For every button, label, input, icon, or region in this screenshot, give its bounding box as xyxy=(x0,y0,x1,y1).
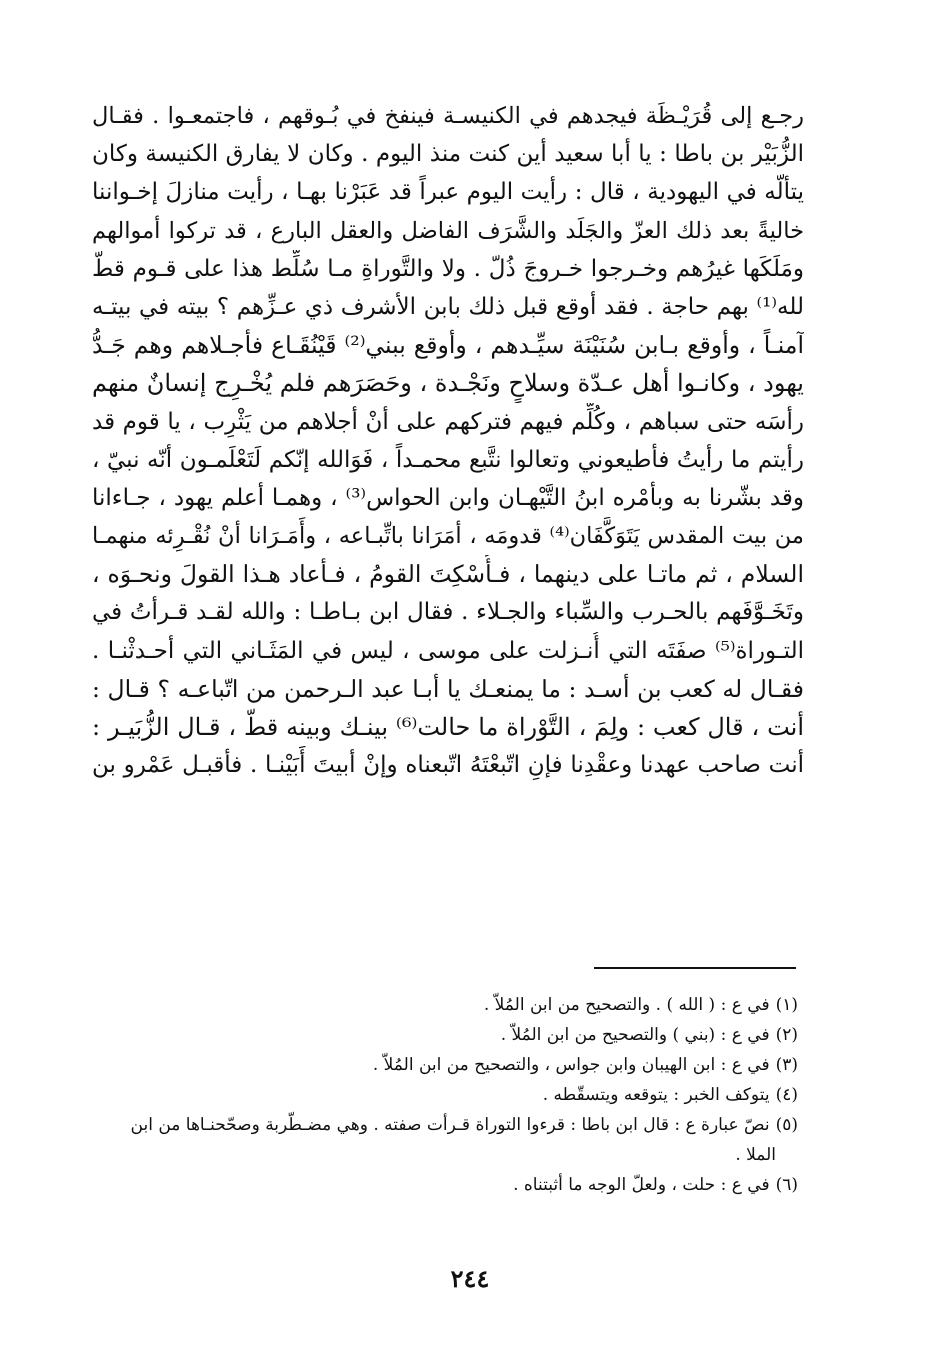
text-line: أنت صاحب عهدنا وعقْدِنا فإنِ اتّبعْتَهُ اتّبعناه وإنْ أبيتَ أَبَيْنـا . فأقبـل عَمْرو بن xyxy=(92,752,804,779)
footnote-text: في ع : (بني ) والتصحيح من ابن المُلاّ . xyxy=(500,1025,770,1045)
footnote-text: نصّ عبارة ع : قال ابن باطا : قرءوا التوراة قـرأت صفته . وهي مضـطّربة وصحّحنـاها من ابن xyxy=(130,1115,770,1135)
footnote-number: (٦) xyxy=(775,1175,798,1195)
text-line: أنت ، قال كعب : ولِمَ ، التَّوْراة ما حالت⁽⁶⁾ بينـك وبينه قطّ ، قـال الزُّبَيـر : xyxy=(92,713,804,741)
page-number: ٢٤٤ xyxy=(450,1264,490,1293)
text-line: من بيت المقدس يَتَوَكَّفَان⁽⁴⁾ قدومَه ، أمَرَانا باتِّبـاعه ، وأَمَـرَانا أنْ نُقْـرِئه منهمـا xyxy=(92,523,804,550)
body-text xyxy=(92,97,804,784)
text-line: التـوراة⁽⁵⁾ صفَتَه التي أُنـزلت على موسى ، ليس في المَثَـاني التي أحـدثْنـا . xyxy=(92,637,804,664)
text-line: رأيتم ما رأيتُ فأطيعوني وتعالوا نتَّبع محمـداً ، فَوَالله إنّكم لَتَعْلَمـون أنّه نبيّ ، xyxy=(92,446,804,473)
footnote xyxy=(92,1080,798,1110)
footnote-number: (٣) xyxy=(775,1055,798,1075)
footnote xyxy=(92,1050,798,1080)
text-line: آمنـاً ، وأوقع بـابن سُنَيْنَة سيِّـدهم ، وأوقع ببني⁽²⁾ قَيْنُقَـاع فأجـلاهم وهم جَـدُّ xyxy=(92,331,804,360)
text-line: ومَلَكَها غيرُهم وخـرجوا خـروجَ ذُلّ . ولا والتَّوراةِ مـا سُلِّط هذا على قـوم قطّ xyxy=(92,255,804,282)
text-line: لله⁽¹⁾ بهم حاجة . فقد أوقع قبل ذلك بابن الأشرف ذي عـزِّهم ؟ بيته في بيتـه xyxy=(92,293,804,320)
footnote-text: في ع : ( الله ) . والتصحيح من ابن المُلاّ . xyxy=(483,995,770,1015)
footnote xyxy=(92,990,798,1020)
footnote-number: (٥) xyxy=(775,1115,798,1135)
footnote-number: (٢) xyxy=(775,1025,798,1045)
footnote-divider xyxy=(594,967,796,969)
text-line: السلام ، ثم ماتـا على دينهما ، فـأُسْكِتَ القومُ ، فـأعاد هـذا القولَ ونحـوَه ، xyxy=(92,560,804,589)
text-line: وتَخَـوَّفَهم بالحـرب والسِّباء والجـلاء . فقال ابن بـاطـا : والله لقـد قـرأتُ في xyxy=(92,599,804,626)
footnotes xyxy=(92,990,798,1200)
text-line: خاليةً بعد ذلك العزّ والجَلَد والشَّرَف الفاضل والعقل البارع ، قد تركوا أموالهم xyxy=(92,217,804,244)
footnote xyxy=(92,1170,798,1200)
text-line: رأسَه حتى سباهم ، وكُلِّم فيهم فتركهم على أنْ أجلاهم من يَثْرِب ، يا قوم قد xyxy=(92,408,804,435)
text-line: يهود ، وكانـوا أهل عـدّة وسلاحٍ ونَجْـدة ، وحَصَرَهم فلم يُخْـرِج إنسانٌ منهم xyxy=(92,369,804,398)
footnote-continuation xyxy=(92,1140,798,1170)
footnote-text: في ع : حلت ، ولعلّ الوجه ما أثبتناه . xyxy=(513,1175,770,1195)
text-line: يتألّه في اليهودية ، قال : رأيت اليوم عبراً قد عَبَرْنا بهـا ، رأيت منازلَ إخـواننا xyxy=(92,179,804,206)
footnote xyxy=(92,1110,798,1140)
text-line: وقد بشّرنا به وبأمْره ابنُ التَّيْهـان وابن الحواس⁽³⁾ ، وهمـا أعلم يهود ، جـاءانا xyxy=(92,484,804,511)
text-line: فقـال له كعب بن أسـد : ما يمنعـك يا أبـا عبد الـرحمن من اتّباعـه ؟ قـال : xyxy=(92,674,804,703)
footnote-text: في ع : ابن الهيبان وابن جواس ، والتصحيح من ابن المُلاّ . xyxy=(372,1055,770,1075)
footnote-text: الملا . xyxy=(735,1145,776,1165)
text-line: الزُّبَيْر بن باطا : يا أبا سعيد أين كنت منذ اليوم . وكان لا يفارق الكنيسة وكان xyxy=(92,141,804,168)
footnote-number: (٤) xyxy=(775,1085,798,1105)
footnote-text: يتوكف الخبر : يتوقعه ويتسقّطه . xyxy=(542,1085,770,1105)
footnote xyxy=(92,1020,798,1050)
text-line: رجـع إلى قُرَيْـظَة فيجدهم في الكنيسـة فينفخ في بُـوقهم ، فاجتمعـوا . فقـال xyxy=(92,103,804,129)
footnote-number: (١) xyxy=(775,995,798,1015)
